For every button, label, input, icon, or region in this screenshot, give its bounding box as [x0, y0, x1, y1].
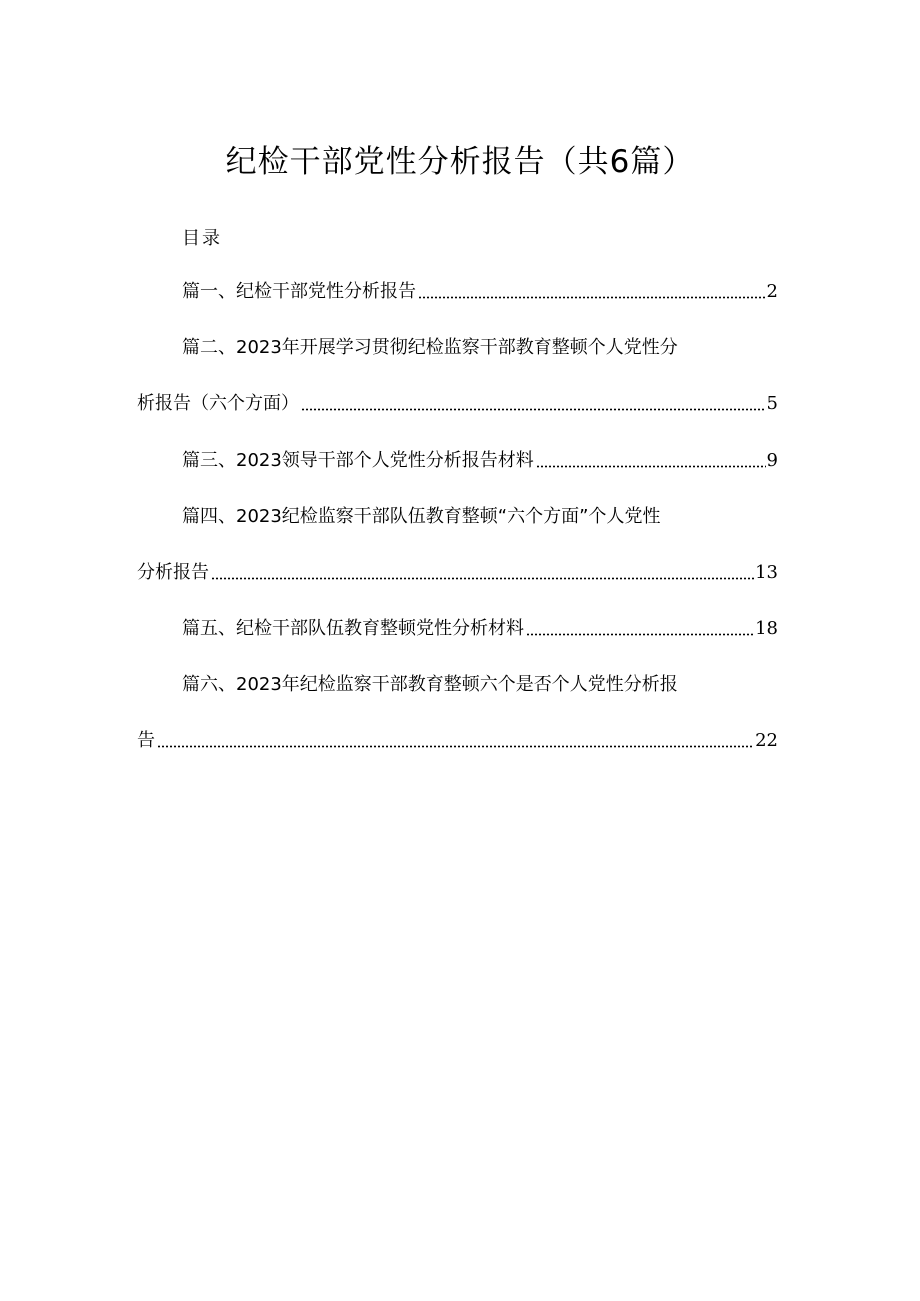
toc-entry-4-title: 篇四、2023纪检监察干部队伍教育整顿“六个方面”个人党性 — [182, 506, 661, 527]
toc-entry-3[interactable] — [182, 448, 778, 474]
toc-entry-5[interactable] — [182, 616, 778, 642]
toc-leader-dots — [536, 465, 766, 468]
toc-entry-4-page: 13 — [755, 562, 778, 583]
toc-entry-2-title-cont: 析报告（六个方面） — [137, 393, 299, 414]
toc-entry-2-line1[interactable] — [182, 335, 732, 361]
toc-entry-5-title: 篇五、纪检干部队伍教育整顿党性分析材料 — [182, 618, 524, 639]
toc-leader-dots — [157, 745, 754, 748]
document-title: 纪检干部党性分析报告（共6篇） — [225, 144, 695, 180]
toc-entry-2-page: 5 — [766, 393, 778, 414]
toc-entry-5-page: 18 — [755, 618, 778, 639]
toc-entry-4-title-cont: 分析报告 — [137, 562, 209, 583]
toc-entry-1-title: 篇一、纪检干部党性分析报告 — [182, 281, 416, 302]
toc-leader-dots — [418, 296, 766, 299]
toc-entry-4-line2[interactable] — [137, 560, 778, 586]
toc-entry-1-page: 2 — [766, 281, 778, 302]
toc-heading: 目录 — [182, 228, 222, 249]
toc-entry-4-line1[interactable] — [182, 504, 732, 530]
toc-leader-dots — [301, 408, 766, 411]
toc-entry-6-line2[interactable] — [137, 728, 778, 754]
toc-entry-3-page: 9 — [766, 450, 778, 471]
toc-entry-6-page: 22 — [755, 730, 778, 751]
toc-entry-3-title: 篇三、2023领导干部个人党性分析报告材料 — [182, 450, 534, 471]
toc-entry-6-title: 篇六、2023年纪检监察干部教育整顿六个是否个人党性分析报 — [182, 674, 678, 695]
toc-entry-6-title-cont: 告 — [137, 730, 155, 751]
toc-entry-2-title: 篇二、2023年开展学习贯彻纪检监察干部教育整顿个人党性分 — [182, 337, 678, 358]
toc-leader-dots — [526, 633, 754, 636]
toc-entry-1[interactable] — [182, 279, 778, 305]
toc-entry-2-line2[interactable] — [137, 391, 778, 417]
toc-leader-dots — [211, 577, 754, 580]
toc-entry-6-line1[interactable] — [182, 672, 732, 698]
